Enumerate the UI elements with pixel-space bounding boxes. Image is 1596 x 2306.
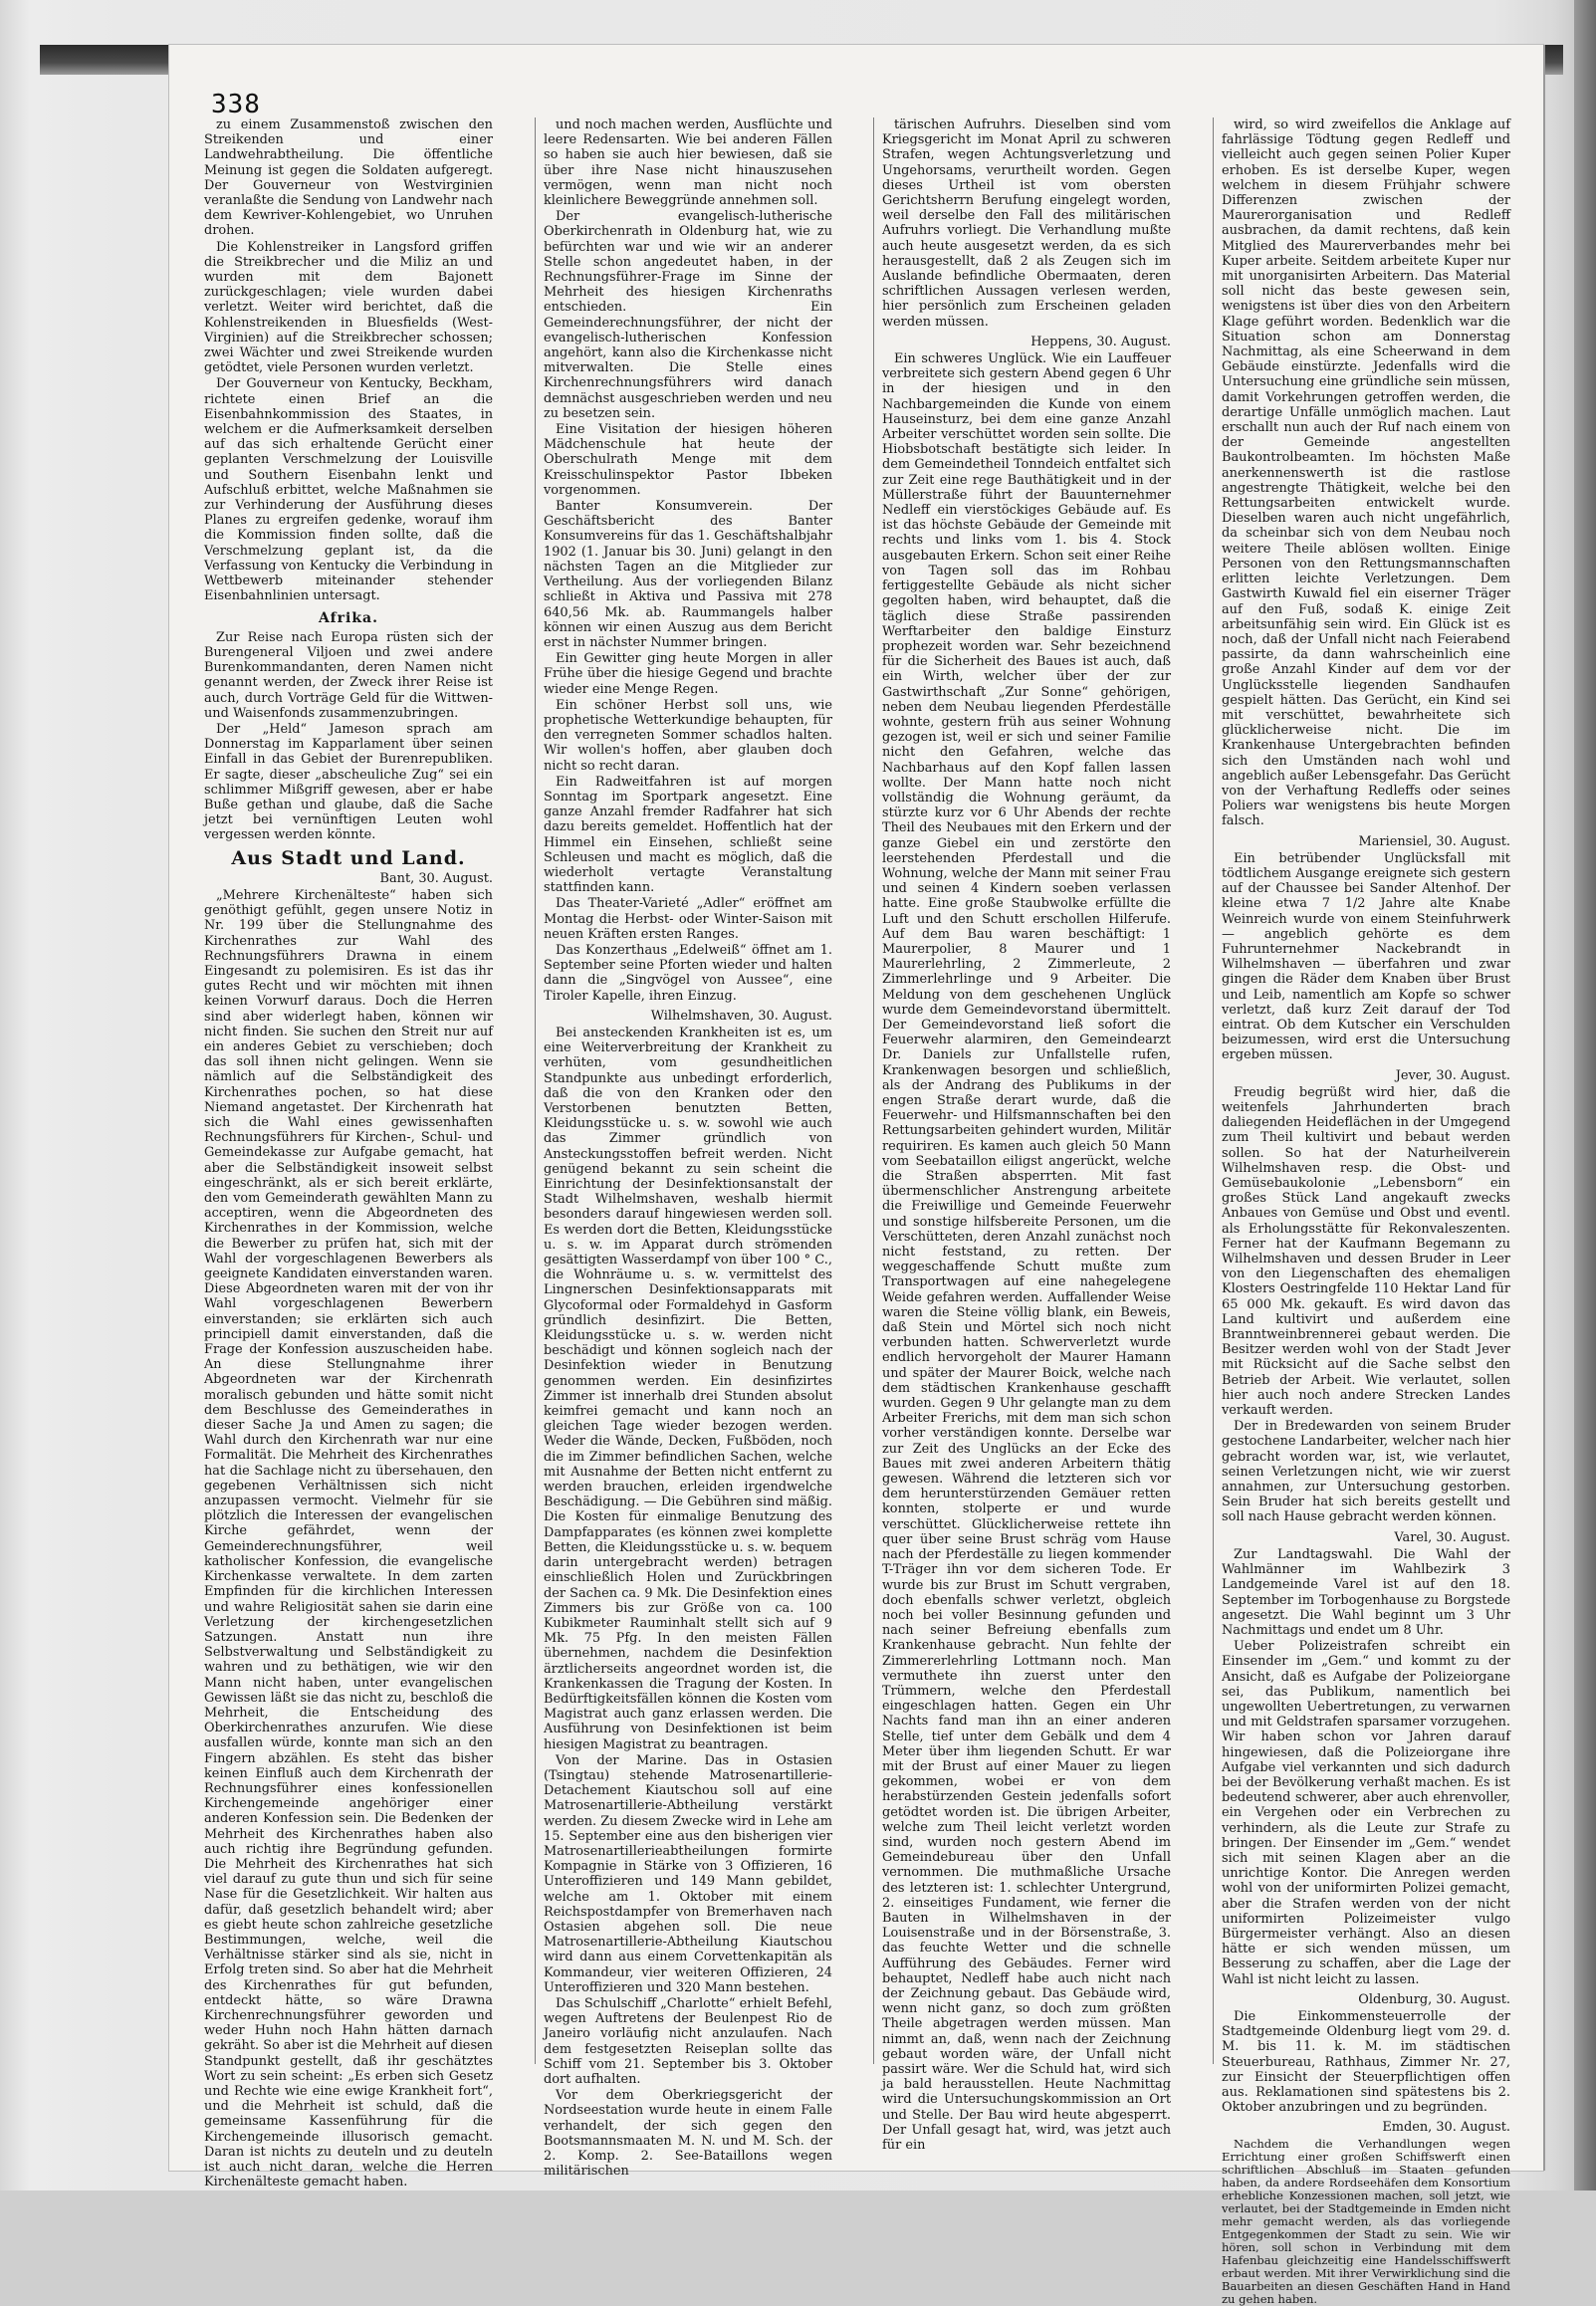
column-rule bbox=[1213, 117, 1214, 2064]
article-paragraph: tärischen Aufruhrs. Dieselben sind vom Kriegsgericht im Monat April zu schweren Strafen, wegen Achtungsverletzung und Ungehorsams, verurtheilt worden. Gegen dieses Urtheil ist vom obersten Gerichtsherrn Berufung eingelegt worden, weil derselbe den Fall des militärischen Aufruhrs vorliegt. Die Verhandlung mußte auch heute ausgesetzt werden, da es sich herausgestellt, daß 2 als Zeugen sich im Auslande befindliche Obermaaten, deren schriftlichen Aussagen verlesen werden, hier persönlich zum Erscheinen geladen werden müssen. bbox=[882, 117, 1171, 330]
column-3 bbox=[882, 117, 1171, 2154]
article-paragraph: Das Theater-Varieté „Adler“ eröffnet am Montag die Herbst- oder Winter-Saison mit neuen Kräften ersten Ranges. bbox=[544, 896, 832, 942]
article-paragraph: Bei ansteckenden Krankheiten ist es, um eine Weiterverbreitung der Krankheit zu verhüten, vom gesundheitlichen Standpunkte aus unbedingt erforderlich, daß die von den Kranken oder den Verstorbenen benutzten Betten, Kleidungsstücke u. s. w. sowohl wie auch das Zimmer gründlich von Ansteckungsstoffen befreit werden. Nicht genügend bekannt zu sein scheint die Einrichtung der Desinfektionsanstalt der Stadt Wilhelmshaven, weshalb hiermit besonders darauf hingewiesen werden soll. Es werden dort die Betten, Kleidungsstücke u. s. w. im Apparat durch strömenden gesättigten Wasserdampf von über 100 ° C., die Wohnräume u. s. w. vermittelst des Lingnerschen Desinfektionsapparats mit Glycoformal oder Formaldehyd in Gasform gründlich desinfizirt. Die Betten, Kleidungsstücke u. s. w. werden nicht beschädigt und können sogleich nach der Desinfektion wieder in Benutzung genommen werden. Ein desinfizirtes Zimmer ist innerhalb drei Stunden absolut keimfrei gemacht und kann noch an gleichen Tage wieder bezogen werden. Weder die Wände, Decken, Fußböden, noch die im Zimmer befindlichen Sachen, welche mit Ausnahme der Betten nicht entfernt zu werden brauchen, erleiden irgendwelche Beschädigung. — Die Gebühren sind mäßig. Die Kosten für einmalige Benutzung des Dampfapparates (es können zwei komplette Betten, die Kleidungsstücke u. s. w. bequem darin untergebracht werden) betragen einschließlich Holen und Zurückbringen der Sachen ca. 9 Mk. Die Desinfektion eines Zimmers bis zur Größe von ca. 100 Kubikmeter Rauminhalt stellt sich auf 9 Mk. 75 Pfg. In den meisten Fällen übernehmen, nachdem die Desinfektion ärztlicherseits angeordnet worden ist, die Krankenkassen die Tragung der Kosten. In Bedürftigkeitsfällen können die Kosten vom Magistrat auch ganz erlassen werden. Die Ausführung von Desinfektionen ist beim hiesigen Magistrat zu beantragen. bbox=[544, 1025, 832, 1752]
article-paragraph: Ein Gewitter ging heute Morgen in aller Frühe über die hiesige Gegend und brachte wieder eine Menge Regen. bbox=[544, 651, 832, 697]
column-1 bbox=[204, 117, 493, 2191]
article-paragraph: Vor dem Oberkriegsgericht der Nordseestation wurde heute in einem Falle verhandelt, der sich gegen den Bootsmannsmaaten M. N. und M. Sch. der 2. Komp. 2. See-Bataillons wegen militärischen bbox=[544, 2088, 832, 2180]
article-paragraph: Von der Marine. Das in Ostasien (Tsingtau) stehende Matrosenartillerie-Detachement Kiautschou soll auf eine Matrosenartillerie-Abtheilung verstärkt werden. Zu diesem Zwecke wird in Lehe am 15. September eine aus den bisherigen vier Matrosenartillerieabtheilungen formirte Kompagnie in Stärke von 3 Offizieren, 16 Unteroffizieren und 149 Mann gebildet, welche am 1. Oktober mit einem Reichspostdampfer von Bremerhaven nach Ostasien abgehen soll. Die neue Matrosenartillerie-Abtheilung Kiautschou wird dann aus einem Corvettenkapitän als Kommandeur, vier weiteren Offizieren, 24 Unteroffizieren und 320 Mann bestehen. bbox=[544, 1752, 832, 1995]
article-paragraph: Zur Reise nach Europa rüsten sich der Burengeneral Viljoen und zwei andere Burenkommandanten, deren Namen nicht genannt werden, der Zweck ihrer Reise ist auch, durch Vorträge Geld für die Wittwen- und Waisenfonds zusammenzubringen. bbox=[204, 629, 493, 721]
dateline: Wilhelmshaven, 30. August. bbox=[650, 1008, 832, 1024]
article-paragraph: Ein schweres Unglück. Wie ein Lauffeuer verbreitete sich gestern Abend gegen 6 Uhr in der hiesigen und in den Nachbargemeinden die Kunde von einem Hauseinsturz, bei dem eine ganze Anzahl Arbeiter verschüttet worden sein sollte. Die Hiobsbotschaft bestätigte sich leider. In dem Gemeindetheil Tonndeich entfaltet sich zur Zeit eine rege Bauthätigkeit und in der Müllerstraße führt der Bauunternehmer Nedleff ein vierstöckiges Gebäude auf. Es ist das höchste Gebäude der Gemeinde mit rechts und links vom 1. bis 4. Stock ausgebauten Erkern. Schon seit einer Reihe von Tagen soll das im Rohbau fertiggestellte Gebäude als nicht sicher gegolten haben, wird behauptet, daß die täglich diese Straße passirenden Werftarbeiter den baldige Einsturz prophezeit worden war. Sehr bezeichnend für die Sicherheit des Baues ist auch, daß ein Wirth, welcher über der zur Gastwirthschaft „Zur Sonne“ gehörigen, neben dem Neubau liegenden Pferdeställe wohnte, gestern früh aus seiner Wohnung gezogen ist, weil er sich und seiner Familie nicht den Gefahren, welche das Nachbarhaus auf den Kopf fallen lassen wollte. Der Mann hatte noch nicht vollständig die Wohnung geräumt, da stürzte kurz vor 6 Uhr Abends der rechte Theil des Neubaues mit den Erkern und der ganze Giebel ein und zerstörte den leerstehenden Pferdestall und die Wohnung, welche der Mann mit seiner Frau und seinen 4 Kindern soeben verlassen hatte. Eine große Staubwolke erfüllte die Luft und den Schutt erschollen Hilferufe. Auf dem Bau waren beschäftigt: 1 Maurerpolier, 8 Maurer und 1 Maurerlehrling, 2 Zimmerleute, 2 Zimmerlehrlinge und 9 Arbeiter. Die Meldung von dem geschehenen Unglück wurde dem Gemeindevorstand übermittelt. Der Gemeindevorstand ließ sofort die Feuerwehr alarmiren, den Gemeindearzt Dr. Daniels zur Unfallstelle rufen, Krankenwagen besorgen und schließlich, als der Andrang des Publikums in der engen Straße derart wurde, daß die Feuerwehr- und Hilfsmannschaften bei den Rettungsarbeiten gehindert wurden, Militär requiriren. Es kamen auch gleich 50 Mann vom Seebataillon eiligst angerückt, welche die Straßen absperrten. Mit fast übermenschlicher Anstrengung arbeitete die Freiwillige und Gemeinde Feuerwehr und sonstige hilfsbereite Personen, um die Verschütteten, deren Anzahl zunächst noch nicht feststand, zu retten. Der weggeschaffende Schutt mußte zum Transportwagen auf eine nahegelegene Weide gefahren werden. Auffallender Weise waren die Steine völlig blank, ein Beweis, daß Stein und Mörtel sich noch nicht verbunden hatten. Schwerverletzt wurde endlich hervorgeholt der Maurer Hamann und später der Maurer Boick, welche nach dem städtischen Krankenhause geschafft wurden. Gegen 9 Uhr gelangte man zu dem Arbeiter Frerichs, mit dem man sich schon vorher verständigen konnte. Derselbe war zur Zeit des Unglücks an der Ecke des Baues mit zwei anderen Arbeitern thätig gewesen. Während die letzteren sich vor dem herunterstürzenden Gemäuer retten konnten, stolperte er und wurde verschüttet. Glücklicherweise rettete ihn quer über seine Brust schräg vom Hause nach der Pferdeställe zu liegen kommender T-Träger ihn vor dem sicheren Tode. Er wurde bis zur Brust im Schutt vergraben, doch ebenfalls schwer verletzt, obgleich noch bei voller Besinnung gefunden und nach seiner Befreiung ebenfalls zum Krankenhause gebracht. Nun fehlte der Zimmererlehrling Lottmann noch. Man vermuthete ihn zuerst unter den Trümmern, welche den Pferdestall eingeschlagen hatten. Gegen ein Uhr Nachts fand man ihn an einer anderen Stelle, tief unter dem Gebälk und dem 4 Meter über ihm liegenden Schutt. Er war mit der Brust auf einer Mauer zu liegen gekommen, wobei er von dem herabstürzenden Gestein jedenfalls sofort getödtet worden ist. Die übrigen Arbeiter, welche zum Theil leicht verletzt worden sind, wurden noch gestern Abend im Gemeindebureau über den Unfall vernommen. Die muthmaßliche Ursache des letzteren ist: 1. schlechter Untergrund, 2. einseitiges Fundament, wie ferner die Bauten in Wilhelmshaven in der Louisenstraße und in der Börsenstraße, 3. das feuchte Wetter und die schnelle Aufführung des Gebäudes. Ferner wird behauptet, Nedleff habe auch nicht nach der Zeichnung gebaut. Das Gebäude wird, wenn nicht ganz, so doch zum größten Theile abgetragen werden müssen. Man nimmt an, daß, wenn nach der Zeichnung gebaut worden wäre, der Unfall nicht passirt wäre. Wer die Schuld hat, wird sich ja bald herausstellen. Heute Nachmittag wird die Untersuchungskommission an Ort und Stelle. Der Bau wird heute abgesperrt. Der Unfall gesagt hat, wird, was jetzt auch für ein bbox=[882, 351, 1171, 2154]
dateline: Oldenburg, 30. August. bbox=[1358, 1991, 1510, 2007]
article-paragraph: wird, so wird zweifellos die Anklage auf fahrlässige Tödtung gegen Redleff und vielleicht auch gegen seinen Polier Kuper erhoben. Es ist derselbe Kuper, wegen welchem in diesem Frühjahr schwere Differenzen zwischen der Maurerorganisation und Redleff ausbrachen, da damit rechtens, daß kein Mitglied des Maurerverbandes mehr bei Kuper arbeite. Seitdem arbeitete Kuper nur mit unorganisirten Arbeitern. Das Material soll nicht das beste gewesen sein, wenigstens ist über dies von den Arbeitern Klage geführt worden. Bedenklich war die Situation schon am Donnerstag Nachmittag, als eine Scheerwand in dem Gebäude einstürzte. Jedenfalls wird die Untersuchung eine gründliche sein müssen, damit Vorkehrungen getroffen werden, die derartige Unfälle unmöglich machen. Laut erschallt nun auch der Ruf nach einem von der Gemeinde angestellten Baukontrolbeamten. Im höchsten Maße anerkennenswerth ist die rastlose angestrengte Thätigkeit, welche bei den Rettungsarbeiten entwickelt wurde. Dieselben waren auch nicht ungefährlich, da scheinbar sich von dem Neubau noch weitere Theile ablösen wollten. Einige Personen von den Rettungsmannschaften erlitten leichte Verletzungen. Dem Gastwirth Kuwald fiel ein eiserner Träger auf den Fuß, sodaß K. einige Zeit arbeitsunfähig sein wird. Ein Glück ist es noch, daß der Unfall nicht nach Feierabend passirte, da dann wahrscheinlich eine große Anzahl Kinder auf dem vor der Unglücksstelle liegenden Sandhaufen gespielt hätten. Das Gerücht, ein Kind sei mit verschüttet, bewahrheitete sich glücklicherweise nicht. Die im Krankenhause Untergebrachten befinden sich den Umständen nach wohl und angeblich außer Lebensgefahr. Das Gerücht von der Verhaftung Redleffs oder seines Poliers war wenigstens bis heute Morgen falsch. bbox=[1222, 117, 1510, 829]
article-paragraph: und noch machen werden, Ausflüchte und leere Redensarten. Wie bei anderen Fällen so haben sie auch hier bewiesen, daß sie über ihre Nase nicht hinauszusehen vermögen, wenn man nicht noch kleinlichere Beweggründe annehmen soll. bbox=[544, 117, 832, 209]
article-paragraph: Ein schöner Herbst soll uns, wie prophetische Wetterkundige behaupten, für den verregneten Sommer schadlos halten. Wir wollen's hoffen, aber glauben doch nicht so recht daran. bbox=[544, 697, 832, 774]
column-4 bbox=[1222, 117, 1510, 2306]
article-paragraph: Der in Bredewarden von seinem Bruder gestochene Landarbeiter, welcher nach hier gebracht worden war, ist, wie verlautet, seinen Verletzungen nicht, wie wir zuerst annahmen, zur Untersuchung gestorben. Sein Bruder hat sich bereits gestellt und soll nach Hause gebracht werden können. bbox=[1222, 1419, 1510, 1525]
article-paragraph: Der evangelisch-lutherische Oberkirchenrath in Oldenburg hat, wie zu befürchten war und wie wir an anderer Stelle schon angedeutet haben, in der Rechnungsführer-Frage im Sinne der Mehrheit des hiesigen Kirchenraths entschieden. Ein Gemeinderechnungsführer, der nicht der evangelisch-lutherischen Konfession angehört, kann also die Kirchenkasse nicht mitverwalten. Die Stelle eines Kirchenrechnungsführers wird danach demnächst ausgeschrieben werden und neu zu besetzen sein. bbox=[544, 209, 832, 421]
column-rule bbox=[535, 117, 536, 2064]
article-paragraph: Eine Visitation der hiesigen höheren Mädchenschule hat heute der Oberschulrath Menge mit dem Kreisschulinspektor Pastor Ibbeken vorgenommen. bbox=[544, 422, 832, 498]
article-paragraph: Der Gouverneur von Kentucky, Beckham, richtete einen Brief an die Eisenbahnkommission des Staates, in welchem er die Aufmerksamkeit derselben auf das sich erhaltende Gerücht einer geplanten Verschmelzung der Louisville und Southern Eisenbahn lenkt und Aufschluß erbittet, welche Maßnahmen sie zur Verhinderung der Ausführung dieses Planes zu ergreifen gedenke, worauf ihm die Kommission finden sollte, daß die Verschmelzung geplant ist, da die Verfassung von Kentucky die Verbindung in Wettbewerb miteinander stehender Eisenbahnlinien untersagt. bbox=[204, 376, 493, 604]
article-paragraph: Ein Radweitfahren ist auf morgen Sonntag im Sportpark angesetzt. Eine ganze Anzahl fremder Radfahrer hat sich dazu bereits gemeldet. Hoffentlich hat der Himmel ein Einsehen, schließt seine Schleusen und macht es möglich, daß die wiederholt vertagte Veranstaltung stattfinden kann. bbox=[544, 774, 832, 896]
binding-edge-right bbox=[1574, 0, 1596, 2191]
article-paragraph: Die Einkommensteuerrolle der Stadtgemeinde Oldenburg liegt vom 29. d. M. bis 11. k. M. im städtischen Steuerbureau, Rathhaus, Zimmer Nr. 27, zur Einsicht der Steuerpflichtigen offen aus. Reklamationen sind spätestens bis 2. Oktober anzubringen und zu begründen. bbox=[1222, 2008, 1510, 2116]
dateline: Jever, 30. August. bbox=[1395, 1067, 1510, 1083]
dateline: Varel, 30. August. bbox=[1394, 1529, 1510, 1545]
article-paragraph: Ein betrübender Unglücksfall mit tödtlichem Ausgange ereignete sich gestern auf der Chaussee bei Sander Altenhof. Der kleine etwa 7 1/2 Jahre alte Knabe Weinreich wurde von einem Steinfuhrwerk — angeblich gehörte es dem Fuhrunternehmer Nackebrandt in Wilhelmshaven — überfahren und zwar gingen die Räder dem Knaben über Brust und Leib, namentlich am Kopfe so schwer verletzt, daß kurz Zeit darauf der Tod eintrat. Ob dem Kutscher ein Verschulden beizumessen, wird erst die Untersuchung ergeben müssen. bbox=[1222, 850, 1510, 1063]
article-paragraph: Das Schulschiff „Charlotte“ erhielt Befehl, wegen Auftretens der Beulenpest Rio de Janeiro vorläufig nicht anzulaufen. Nach dem festgesetzten Reiseplan sollte das Schiff vom 21. September bis 3. Oktober dort aufhalten. bbox=[544, 1995, 832, 2087]
article-paragraph: Die Kohlenstreiker in Langsford griffen die Streikbrecher und die Miliz an und wurden mit dem Bajonett zurückgeschlagen; viele wurden dabei verletzt. Weiter wird berichtet, daß die Kohlenstreikenden in Bluesfields (West-Virginien) auf die Streikbrecher schossen; zwei Wächter und zwei Streikende wurden getödtet, viele Personen wurden verletzt. bbox=[204, 239, 493, 376]
article-paragraph: „Mehrere Kirchenälteste“ haben sich genöthigt gefühlt, gegen unsere Notiz in Nr. 199 über die Stellungnahme des Kirchenrathes zur Wahl des Rechnungsführers Drawna in einem Eingesandt zu polemisiren. Es ist das ihr gutes Recht und wir möchten mit ihnen keinen Vorwurf daraus. Doch die Herren sind aber widerlegt haben, können wir nicht finden. Sie suchen den Streit nur auf ein anderes Gebiet zu verschieben; doch das soll ihnen nicht gelingen. Wenn sie nämlich auf die Selbständigkeit des Kirchenrathes pochen, so hat diese Niemand angetastet. Der Kirchenrath hat sich die Wahl eines gewissenhaften Rechnungsführers für Kirchen-, Schul- und Gemeindekasse zur Aufgabe gemacht, hat aber die Selbständigkeit insoweit selbst eingeschränkt, als er sich bereit erklärte, den vom Gemeinderath gewählten Mann zu acceptiren, wenn die Abgeordneten des Kirchenrathes in der Kommission, welche die Bewerber zu prüfen hat, sich mit der Wahl der vorgeschlagenen Bewerbers als geeignete Kandidaten einverstanden waren. Diese Abgeordneten waren mit der von ihr Wahl vorgeschlagenen Bewerbern einverstanden; sie erklärten sich auch principiell damit einverstanden, daß die Frage der Konfession auszuscheiden habe. An diese Stellungnahme ihrer Abgeordneten war der Kirchenrath moralisch gebunden und hätte somit nicht dem Beschlusse des Gemeinderathes in dieser Sache Ja und Amen zu sagen; die Wahl durch den Kirchenrath war nur eine Formalität. Die Mehrheit des Kirchenrathes hat die Sachlage nicht zu übersehauen, den gegebenen Verhältnissen sich nicht anzupassen vermocht. Vielmehr für sie plötzlich die Interessen der evangelischen Kirche gefährdet, wenn der Gemeinderechnungsführer, weil katholischer Konfession, die evangelische Kirchenkasse verwaltete. In dem zarten Empfinden für die kirchlichen Interessen und wahre Religiosität sahen sie darin eine Verletzung der kirchengesetzlichen Satzungen. Anstatt nun ihre Selbstverwaltung und Selbständigkeit zu wahren und zu bethätigen, wie wir den Mann nicht haben, unter evangelischen Gewissen läßt sie das nicht zu, beschloß die Mehrheit, die Entscheidung des Oberkirchenrathes anzurufen. Wie diese ausfallen würde, konnte man sich an den Fingern abzählen. Es steht das bisher keinen Einfluß auch dem Kirchenrath der Rechnungsführer eines konfessionellen Kirchengemeinde angehöriger einer anderen Konfession sein. Die Bedenken der Mehrheit des Kirchenrathes haben also auch richtig ihre Begründung gefunden. Die Mehrheit des Kirchenrathes hat sich viel darauf zu gute thun und sich für seine Nase für die Gesetzlichkeit. Wir halten aus dafür, daß gesetzlich behandelt wird; aber es giebt heute schon zahlreiche gesetzliche Bestimmungen, welche, weil die Verhältnisse stärker sind als sie, nicht in Erfolg treten sind. So aber hat die Mehrheit des Kirchenrathes für gut befunden, entdeckt hätte, so wäre Drawna Kirchenrechnungsführer geworden und weder Huhn noch Hahn hätten darnach gekräht. So aber ist die Mehrheit auf diesen Standpunkt gestellt, daß ihr geschätztes Wort zu sein scheint: „Es erben sich Gesetz und Rechte wie eine ewige Krankheit fort“, und die Mehrheit ist schuld, daß die gemeinsame Kassenführung für die Kirchengemeinde illusorisch gemacht. Daran ist nichts zu deuteln und zu deuteln ist auch nicht daran, welche die Herren Kirchenälteste gemacht haben. bbox=[204, 887, 493, 2191]
dateline: Heppens, 30. August. bbox=[1030, 334, 1171, 349]
dateline: Mariensiel, 30. August. bbox=[1358, 833, 1510, 849]
section-title: Aus Stadt und Land. bbox=[231, 846, 466, 869]
section-heading: Afrika. bbox=[319, 609, 378, 626]
article-paragraph: Der „Held“ Jameson sprach am Donnerstag im Kapparlament über seinen Einfall in das Gebiet der Burenrepubliken. Er sagte, dieser „abscheuliche Zug“ sei ein schlimmer Mißgriff gewesen, aber er habe Buße gethan und glaube, daß die Sache jetzt bei vernünftigen Leuten wohl vergessen werden könnte. bbox=[204, 721, 493, 843]
dateline: Emden, 30. August. bbox=[1382, 2120, 1510, 2136]
article-paragraph-small: Nachdem die Verhandlungen wegen Errichtung einer großen Schiffswerft einen schriftlichen Abschluß im Staaten gefunden haben, da andere Rordseehäfen dem Konsortium erhebliche Konzessionen machen, soll jetzt, wie verlautet, bei der Stadtgemeinde in Emden nicht mehr gemacht werden, als das vorliegende Entgegenkommen der Stadt zu sein. Wie wir hören, soll schon in Verbindung mit dem Hafenbau gleichzeitig eine Handelsschiffswerft erbaut werden. Mit ihrer Verwirklichung sind die Bauarbeiten an diesen Geschäften Hand in Hand zu gehen haben. bbox=[1222, 2136, 1510, 2306]
dateline: Bant, 30. August. bbox=[379, 870, 493, 886]
article-paragraph: Zur Landtagswahl. Die Wahl der Wahlmänner im Wahlbezirk 3 Landgemeinde Varel ist auf den 18. September im Torbogenhause zu Borgstede angesetzt. Die Wahl beginnt um 3 Uhr Nachmittags und endet um 8 Uhr. bbox=[1222, 1546, 1510, 1638]
column-2 bbox=[544, 117, 832, 2180]
article-paragraph: Ueber Polizeistrafen schreibt ein Einsender im „Gem.“ und kommt zu der Ansicht, daß es Aufgabe der Polizeiorgane sei, das Publikum, namentlich bei ungewollten Uebertretungen, zu verwarnen und mit Geldstrafen sparsamer vorzugehen. Wir haben schon vor Jahren darauf hingewiesen, daß die Polizeiorgane ihre Aufgabe viel verkannten und sich dadurch bei der Bevölkerung verhaßt machen. Es ist bedeutend schwerer, aber auch ehrenvoller, ein Vergehen oder ein Verbrechen zu verhindern, als die Leute zur Strafe zu bringen. Der Einsender im „Gem.“ wendet sich mit seinen Klagen aber an die unrichtige Kontor. Die Anregen werden wohl von der uniformirten Polizei gemacht, aber die Strafen werden von der nicht uniformirten Polizeimeister vulgo Bürgermeister verhängt. Also an diesen hätte er sich wenden müssen, um Besserung zu schaffen, aber die Lage der Wahl ist nicht leicht zu lassen. bbox=[1222, 1639, 1510, 1987]
article-paragraph: Banter Konsumverein. Der Geschäftsbericht des Banter Konsumvereins für das 1. Geschäftshalbjahr 1902 (1. Januar bis 30. Juni) gelangt in den nächsten Tagen an die Mitglieder zur Vertheilung. Aus der vorliegenden Bilanz schließt in Aktiva und Passiva mit 278 640,56 Mk. ab. Raummangels halber können wir einen Auszug aus dem Bericht erst in nächster Nummer bringen. bbox=[544, 499, 832, 650]
column-rule bbox=[873, 117, 874, 2064]
page-number: 338 bbox=[211, 90, 261, 119]
article-paragraph: zu einem Zusammenstoß zwischen den Streikenden und einer Landwehrabtheilung. Die öffentliche Meinung ist gegen die Soldaten aufgeregt. Der Gouverneur von Westvirginien veranlaßte die Sendung von Landwehr nach dem Kewriver-Kohlengebiet, wo Unruhen drohen. bbox=[204, 117, 493, 239]
article-paragraph: Freudig begrüßt wird hier, daß die weitenfels Jahrhunderten brach daliegenden Heideflächen in der Umgegend zum Theil kultivirt und bebaut werden sollen. So hat der Naturheilverein Wilhelmshaven resp. die Obst- und Gemüsebaukolonie „Lebensborn“ ein großes Stück Land angekauft zwecks Anbaues von Gemüse und Obst und eventl. als Erholungsstätte für Rekonvaleszenten. Ferner hat der Kaufmann Begemann zu Wilhelmshaven und dessen Bruder in Leer von den Liegenschaften des ehemaligen Klosters Oestringfelde 110 Hektar Land für 65 000 Mk. gekauft. Es wird davon das Land kultivirt und außerdem eine Branntweinbrennerei gebaut werden. Die Besitzer werden wohl von der Stadt Jever mit Rücksicht auf die Sache selbst den Betrieb der Arbeit. Wie verlautet, sollen hier auch noch andere Strecken Landes verkauft werden. bbox=[1222, 1084, 1510, 1419]
article-paragraph: Das Konzerthaus „Edelweiß“ öffnet am 1. September seine Pforten wieder und halten dann die „Singvögel von Aussee“, eine Tiroler Kapelle, ihren Einzug. bbox=[544, 942, 832, 1004]
